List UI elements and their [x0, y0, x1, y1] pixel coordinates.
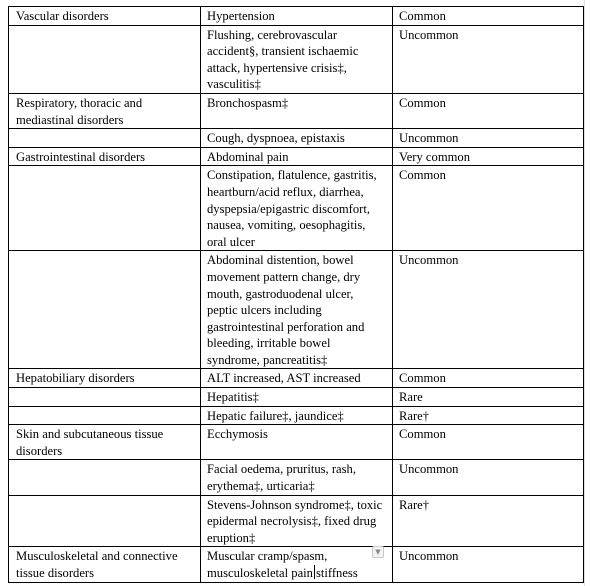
reaction-cell[interactable]: Ecchymosis: [201, 425, 393, 460]
table-row: [9, 251, 584, 369]
adverse-reactions-table: [8, 6, 584, 583]
table-row: [9, 495, 584, 547]
frequency-cell[interactable]: Common: [393, 369, 584, 388]
reaction-cell[interactable]: Stevens-Johnson syndrome‡, toxic epidermal necrolysis‡, fixed drug eruption‡: [201, 495, 393, 547]
reaction-cell[interactable]: Flushing, cerebrovascular accident§, transient ischaemic attack, hypertensive crisis‡, vasculitis‡: [201, 25, 393, 93]
reaction-cell[interactable]: ALT increased, AST increased: [201, 369, 393, 388]
soc-cell[interactable]: Respiratory, thoracic and mediastinal disorders: [9, 93, 201, 128]
reaction-cell[interactable]: Hepatic failure‡, jaundice‡: [201, 406, 393, 425]
frequency-cell[interactable]: Uncommon: [393, 547, 584, 582]
frequency-cell[interactable]: Uncommon: [393, 25, 584, 93]
frequency-cell[interactable]: Uncommon: [393, 129, 584, 148]
soc-cell[interactable]: [9, 129, 201, 148]
cell-options-dropdown-icon[interactable]: ▼: [372, 546, 384, 558]
soc-cell[interactable]: [9, 406, 201, 425]
reaction-cell[interactable]: Cough, dyspnoea, epistaxis: [201, 129, 393, 148]
reaction-cell-editing[interactable]: [201, 547, 393, 582]
soc-cell[interactable]: [9, 388, 201, 407]
soc-cell[interactable]: [9, 166, 201, 251]
table-row: [9, 460, 584, 495]
table-row: [9, 166, 584, 251]
reaction-cell[interactable]: Hepatitis‡: [201, 388, 393, 407]
frequency-cell[interactable]: Very common: [393, 147, 584, 166]
frequency-cell[interactable]: Uncommon: [393, 251, 584, 369]
reaction-cell[interactable]: Abdominal distention, bowel movement pattern change, dry mouth, gastroduodenal ulcer, peptic ulcers including gastrointestinal perforation and bleeding, irritable bowel syndrome, pancreatitis‡: [201, 251, 393, 369]
frequency-cell[interactable]: Common: [393, 166, 584, 251]
table-row: [9, 369, 584, 388]
reaction-cell[interactable]: Constipation, flatulence, gastritis, heartburn/acid reflux, diarrhea, dyspepsia/epigastric discomfort, nausea, vomiting, oesophagitis, oral ulcer: [201, 166, 393, 251]
soc-cell[interactable]: Musculoskeletal and connective tissue disorders: [9, 547, 201, 582]
frequency-cell[interactable]: Common: [393, 7, 584, 26]
text-cursor: [314, 565, 315, 579]
page-edge-divider: [584, 0, 585, 586]
soc-cell[interactable]: Vascular disorders: [9, 7, 201, 26]
frequency-cell[interactable]: Rare: [393, 388, 584, 407]
frequency-cell[interactable]: Rare†: [393, 495, 584, 547]
table-row: [9, 129, 584, 148]
soc-cell[interactable]: [9, 251, 201, 369]
reaction-cell[interactable]: Hypertension: [201, 7, 393, 26]
table-row: [9, 7, 584, 26]
table-row: [9, 425, 584, 460]
table-row: [9, 406, 584, 425]
table-row: [9, 93, 584, 128]
soc-cell[interactable]: [9, 460, 201, 495]
reaction-text-before-cursor: Muscular cramp/spasm, musculoskeletal pain: [207, 549, 328, 580]
table-row: [9, 147, 584, 166]
table-row: [9, 547, 584, 582]
frequency-cell[interactable]: Rare†: [393, 406, 584, 425]
table-row: [9, 25, 584, 93]
reaction-cell[interactable]: Abdominal pain: [201, 147, 393, 166]
soc-cell[interactable]: Gastrointestinal disorders: [9, 147, 201, 166]
soc-cell[interactable]: Hepatobiliary disorders: [9, 369, 201, 388]
soc-cell[interactable]: [9, 495, 201, 547]
frequency-cell[interactable]: Common: [393, 425, 584, 460]
reaction-cell[interactable]: Bronchospasm‡: [201, 93, 393, 128]
reaction-text-after-cursor: stiffness: [315, 566, 358, 580]
reaction-cell[interactable]: Facial oedema, pruritus, rash, erythema‡, urticaria‡: [201, 460, 393, 495]
table-row: [9, 388, 584, 407]
frequency-cell[interactable]: Common: [393, 93, 584, 128]
soc-cell[interactable]: [9, 25, 201, 93]
frequency-cell[interactable]: Uncommon: [393, 460, 584, 495]
soc-cell[interactable]: Skin and subcutaneous tissue disorders: [9, 425, 201, 460]
document-page: [8, 6, 583, 583]
